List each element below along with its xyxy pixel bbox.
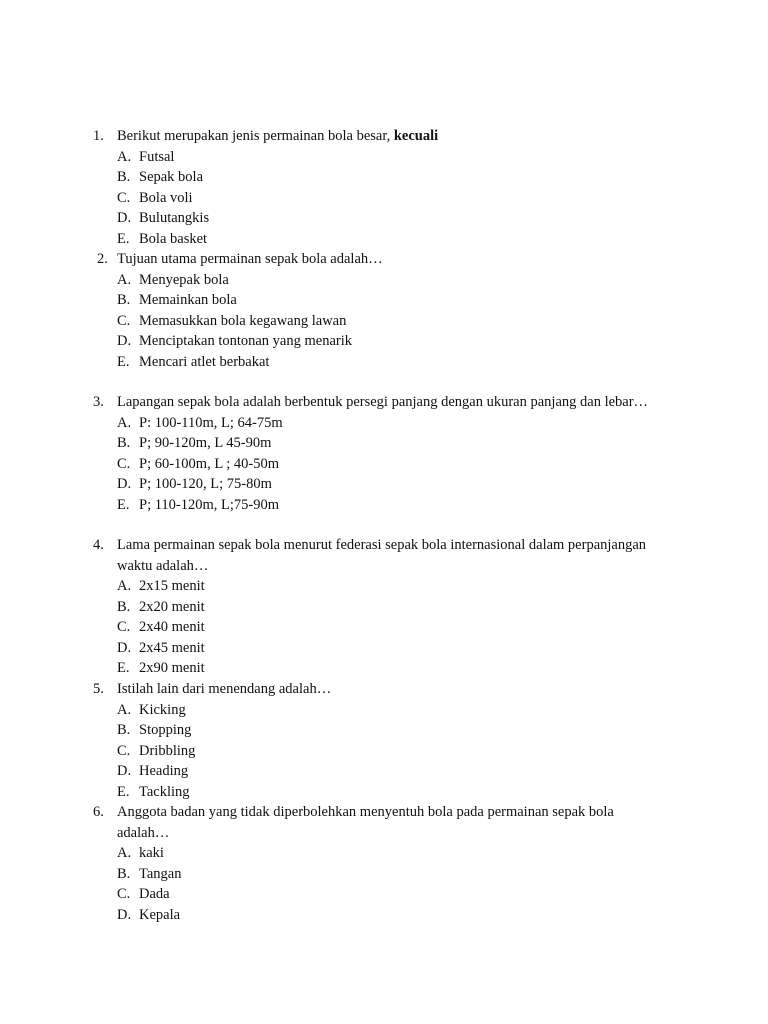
option-c bbox=[93, 454, 683, 475]
option-d bbox=[93, 761, 683, 782]
option-b bbox=[93, 167, 683, 188]
option-text: P; 60-100m, L ; 40-50m bbox=[139, 455, 280, 472]
option-letter: E. bbox=[117, 660, 130, 677]
option-e bbox=[93, 229, 683, 250]
question-number: 5. bbox=[93, 681, 104, 697]
option-letter: A. bbox=[117, 148, 132, 165]
option-text: Memasukkan bola kegawang lawan bbox=[139, 312, 347, 329]
question-number: 3. bbox=[93, 394, 104, 410]
option-b bbox=[93, 597, 683, 618]
question-stem bbox=[93, 679, 683, 700]
option-a bbox=[93, 843, 683, 864]
question-text bbox=[117, 126, 683, 147]
option-text: 2x15 menit bbox=[139, 578, 205, 594]
option-text: 2x90 menit bbox=[139, 660, 205, 677]
question-stem bbox=[93, 126, 683, 147]
option-letter: D. bbox=[117, 763, 132, 780]
question-4 bbox=[93, 535, 683, 679]
option-list bbox=[93, 700, 683, 803]
option-text: P; 90-120m, L 45-90m bbox=[139, 435, 272, 452]
option-list bbox=[93, 413, 683, 516]
option-text: 2x20 menit bbox=[139, 598, 205, 615]
option-list bbox=[93, 270, 687, 373]
option-text: Dribbling bbox=[139, 742, 196, 759]
question-number: 6. bbox=[93, 804, 104, 820]
option-b bbox=[93, 433, 683, 454]
option-text: Kepala bbox=[139, 906, 181, 923]
option-a bbox=[93, 576, 683, 597]
question-text: Istilah lain dari menendang adalah… bbox=[117, 681, 332, 697]
option-d bbox=[93, 208, 683, 229]
option-a bbox=[93, 147, 683, 168]
option-b bbox=[93, 864, 683, 885]
option-d bbox=[93, 474, 683, 495]
option-text: Menyepak bola bbox=[139, 271, 229, 288]
option-text: Bola basket bbox=[139, 230, 208, 247]
option-e bbox=[93, 658, 683, 679]
option-letter: B. bbox=[117, 435, 131, 452]
option-text: Tangan bbox=[139, 865, 182, 882]
option-a bbox=[93, 700, 683, 721]
option-d bbox=[93, 638, 683, 659]
option-text: Memainkan bola bbox=[139, 292, 237, 309]
option-letter: D. bbox=[117, 639, 132, 656]
question-number: 4. bbox=[93, 537, 104, 553]
option-letter: C. bbox=[117, 312, 131, 329]
question-stem bbox=[97, 249, 687, 270]
question-stem bbox=[93, 392, 683, 413]
option-letter: B. bbox=[117, 292, 131, 309]
option-e bbox=[93, 352, 687, 373]
option-list bbox=[93, 576, 683, 679]
option-letter: D. bbox=[117, 210, 132, 227]
option-c bbox=[93, 311, 687, 332]
option-e bbox=[93, 495, 683, 516]
option-letter: A. bbox=[117, 845, 132, 861]
question-number: 1. bbox=[93, 128, 104, 144]
option-text: P; 110-120m, L;75-90m bbox=[139, 496, 280, 513]
option-text: Futsal bbox=[139, 148, 175, 165]
option-letter: A. bbox=[117, 578, 132, 594]
option-a bbox=[93, 413, 683, 434]
option-letter: A. bbox=[117, 414, 132, 431]
option-text: Kicking bbox=[139, 701, 186, 718]
option-letter: D. bbox=[117, 333, 132, 350]
option-letter: E. bbox=[117, 496, 130, 513]
question-2 bbox=[97, 249, 687, 372]
question-text: Tujuan utama permainan sepak bola adalah… bbox=[117, 251, 383, 267]
question-stem bbox=[93, 802, 683, 843]
option-letter: C. bbox=[117, 742, 131, 759]
question-number: 2. bbox=[97, 251, 108, 267]
option-letter: D. bbox=[117, 906, 132, 923]
option-letter: D. bbox=[117, 476, 132, 493]
option-text: 2x40 menit bbox=[139, 619, 205, 636]
question-text-main: Berikut merupakan jenis permainan bola besar, bbox=[117, 128, 394, 144]
option-list bbox=[93, 843, 683, 925]
option-text: 2x45 menit bbox=[139, 639, 205, 656]
option-letter: B. bbox=[117, 169, 131, 186]
question-5 bbox=[93, 679, 683, 802]
option-letter: C. bbox=[117, 455, 131, 472]
option-list bbox=[93, 147, 683, 250]
option-text: Heading bbox=[139, 763, 189, 780]
option-letter: C. bbox=[117, 189, 131, 206]
question-text: Lapangan sepak bola adalah berbentuk persegi panjang dengan ukuran panjang dan lebar… bbox=[117, 394, 649, 410]
option-c bbox=[93, 741, 683, 762]
option-text: Bola voli bbox=[139, 189, 193, 206]
option-letter: E. bbox=[117, 353, 130, 370]
option-letter: A. bbox=[117, 701, 132, 718]
option-d bbox=[93, 331, 687, 352]
option-c bbox=[93, 617, 683, 638]
option-e bbox=[93, 782, 683, 803]
option-text: Sepak bola bbox=[139, 169, 204, 186]
option-text: Stopping bbox=[139, 722, 192, 739]
option-b bbox=[93, 720, 683, 741]
option-d bbox=[93, 905, 683, 926]
option-text: Dada bbox=[139, 886, 170, 903]
option-c bbox=[93, 884, 683, 905]
option-letter: E. bbox=[117, 230, 130, 247]
option-letter: C. bbox=[117, 886, 131, 903]
option-letter: A. bbox=[117, 271, 132, 288]
question-emphasis: kecuali bbox=[393, 128, 439, 144]
option-text: P; 100-120, L; 75-80m bbox=[139, 476, 272, 493]
option-c bbox=[93, 188, 683, 209]
question-text: Anggota badan yang tidak diperbolehkan menyentuh bola pada permainan sepak bola adalah… bbox=[117, 804, 614, 841]
option-text: P: 100-110m, L; 64-75m bbox=[139, 414, 283, 431]
option-text: Mencari atlet berbakat bbox=[139, 353, 270, 370]
question-text: Lama permainan sepak bola menurut federasi sepak bola internasional dalam perpanjangan waktu adalah… bbox=[117, 537, 647, 574]
option-letter: E. bbox=[117, 783, 130, 800]
option-letter: B. bbox=[117, 722, 131, 739]
option-a bbox=[93, 270, 687, 291]
option-letter: B. bbox=[117, 865, 131, 882]
option-text: Bulutangkis bbox=[139, 210, 210, 227]
question-stem bbox=[93, 535, 683, 576]
option-text: Menciptakan tontonan yang menarik bbox=[139, 333, 353, 350]
question-1 bbox=[93, 126, 683, 249]
option-letter: B. bbox=[117, 598, 131, 615]
question-3 bbox=[93, 392, 683, 515]
option-letter: C. bbox=[117, 619, 131, 636]
question-6 bbox=[93, 802, 683, 925]
option-b bbox=[93, 290, 687, 311]
option-text: Tackling bbox=[139, 783, 190, 800]
option-text: kaki bbox=[139, 845, 164, 861]
